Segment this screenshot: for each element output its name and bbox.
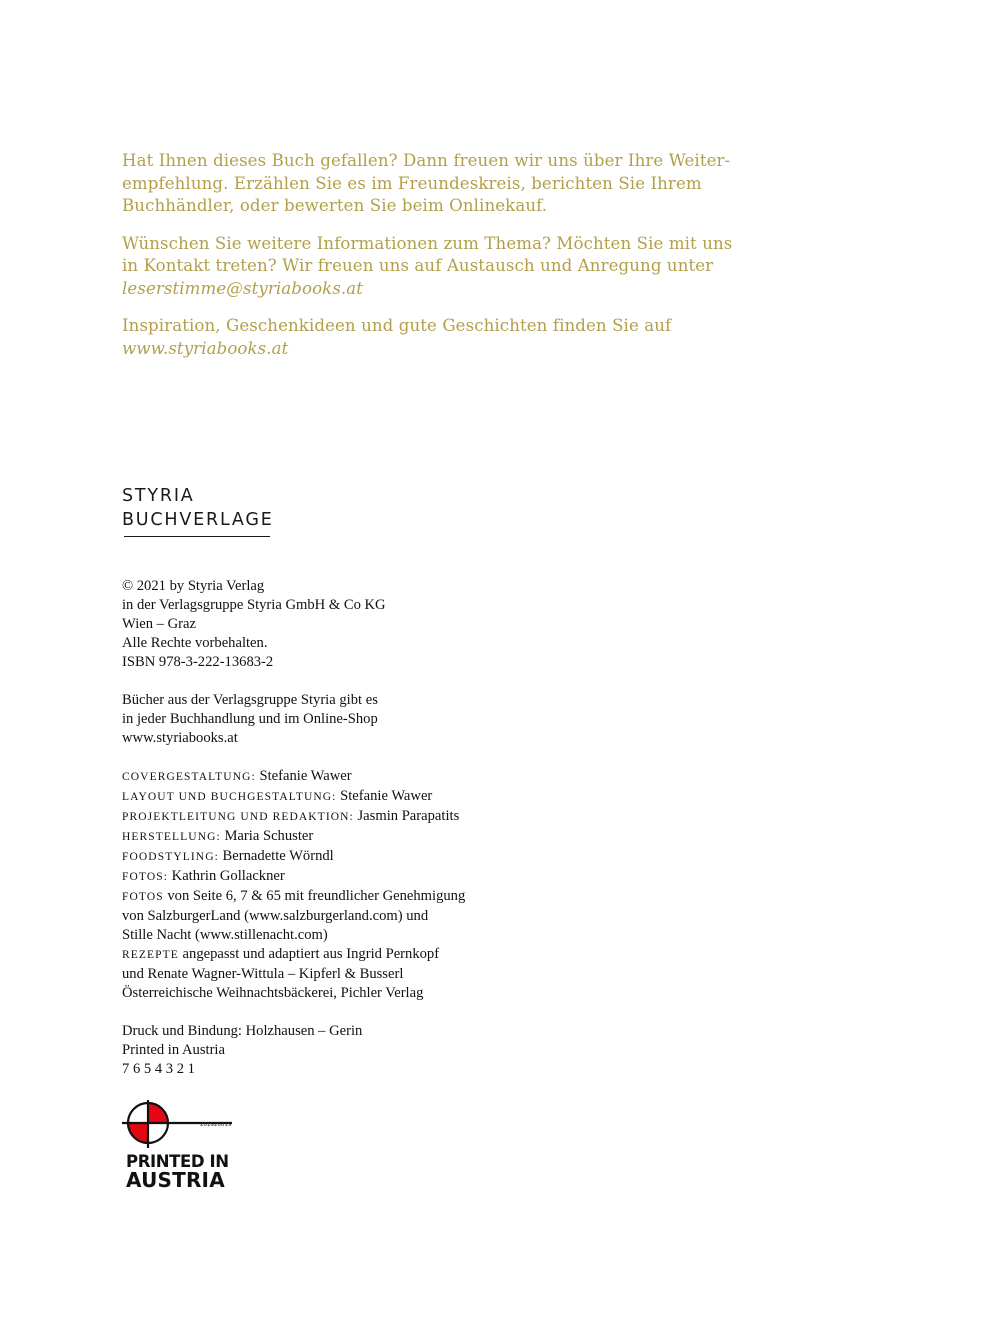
logo-line-1: STYRIA xyxy=(122,486,195,506)
spacer xyxy=(122,1003,642,1022)
print-run: 7 6 5 4 3 2 1 xyxy=(122,1061,195,1077)
credit-line xyxy=(122,767,642,787)
publisher-logo xyxy=(122,484,274,532)
copyright-section xyxy=(122,577,642,672)
text-line: empfehlung. Erzählen Sie es im Freundeskreis, berichten Sie Ihrem xyxy=(122,173,702,193)
text-line: in Kontakt treten? Wir freuen uns auf Austausch und Anregung unter xyxy=(122,256,714,275)
credit-line xyxy=(122,827,642,847)
contact-paragraph xyxy=(122,233,762,301)
credit-line: und Renate Wagner-Wittula – Kipferl & Busserl xyxy=(122,966,404,982)
imprint-line: Bücher aus der Verlagsgruppe Styria gibt es xyxy=(122,692,378,708)
badge-code: 201920019 xyxy=(200,1122,232,1128)
logo-underline xyxy=(124,536,270,537)
imprint-line: Wien – Graz xyxy=(122,616,196,632)
logo-line-2: BUCHVERLAGE xyxy=(122,510,274,530)
badge-line-1: PRINTED IN xyxy=(126,1152,229,1171)
credit-label: HERSTELLUNG: xyxy=(122,831,221,843)
text-line: Hat Ihnen dieses Buch gefallen? Dann freuen wir uns über Ihre Weiter- xyxy=(122,151,731,170)
credit-label: COVERGESTALTUNG: xyxy=(122,771,256,783)
website-link[interactable]: www.styriabooks.at xyxy=(122,730,238,746)
credit-value: Stefanie Wawer xyxy=(336,788,433,804)
credit-value: Jasmin Parapatits xyxy=(353,808,460,824)
imprint-line: © 2021 by Styria Verlag xyxy=(122,578,265,594)
credit-line xyxy=(122,887,642,907)
text-line: Wünschen Sie weitere Informationen zum Thema? Möchten Sie mit uns xyxy=(122,233,733,253)
isbn: ISBN 978-3-222-13683-2 xyxy=(122,654,274,670)
text-line: Buchhändler, oder bewerten Sie beim Onlinekauf. xyxy=(122,196,548,215)
spacer xyxy=(122,672,642,691)
credit-value: angepasst und adaptiert aus Ingrid Pernkopf xyxy=(178,946,440,962)
credit-line xyxy=(122,807,642,827)
availability-section xyxy=(122,691,642,748)
credit-value: von Seite 6, 7 & 65 mit freundlicher Genehmigung xyxy=(163,888,466,904)
spacer xyxy=(122,748,642,767)
imprint-line: Druck und Bindung: Holzhausen – Gerin xyxy=(122,1023,363,1039)
credit-line xyxy=(122,787,642,807)
credits-section xyxy=(122,767,642,1003)
imprint-line: Printed in Austria xyxy=(122,1042,225,1058)
recommendation-paragraph xyxy=(122,150,762,218)
credit-label: FOTOS: xyxy=(122,871,169,883)
print-section xyxy=(122,1022,642,1079)
credit-value: Stefanie Wawer xyxy=(255,768,352,784)
website-link[interactable]: www.styriabooks.at xyxy=(122,338,289,358)
credit-value: Kathrin Gollackner xyxy=(168,868,285,884)
credit-label: FOODSTYLING: xyxy=(122,851,219,863)
email-link[interactable]: leserstimme@styriabooks.at xyxy=(122,278,364,298)
credit-line xyxy=(122,847,642,867)
imprint-line: in der Verlagsgruppe Styria GmbH & Co KG xyxy=(122,597,386,613)
website-paragraph xyxy=(122,315,762,360)
credit-line xyxy=(122,945,642,965)
credit-line: Stille Nacht (www.stillenacht.com) xyxy=(122,927,328,943)
imprint-line: Alle Rechte vorbehalten. xyxy=(122,635,268,651)
credit-line: von SalzburgerLand (www.salzburgerland.com) und xyxy=(122,908,429,924)
reader-message xyxy=(122,150,762,375)
imprint-line: in jeder Buchhandlung und im Online-Shop xyxy=(122,711,378,727)
credit-label: PROJEKTLEITUNG UND REDAKTION: xyxy=(122,811,354,823)
credit-label: REZEPTE xyxy=(122,949,179,961)
credit-label: LAYOUT UND BUCHGESTALTUNG: xyxy=(122,791,337,803)
credit-line xyxy=(122,867,642,887)
credit-value: Bernadette Wörndl xyxy=(218,848,334,864)
text-line: Inspiration, Geschenkideen und gute Geschichten finden Sie auf xyxy=(122,316,672,335)
credit-label: FOTOS xyxy=(122,891,164,903)
credit-value: Maria Schuster xyxy=(220,828,314,844)
credit-line: Österreichische Weihnachtsbäckerei, Pichler Verlag xyxy=(122,985,424,1001)
imprint-block xyxy=(122,577,642,1079)
badge-label xyxy=(126,1152,229,1192)
badge-line-2: AUSTRIA xyxy=(126,1168,225,1192)
